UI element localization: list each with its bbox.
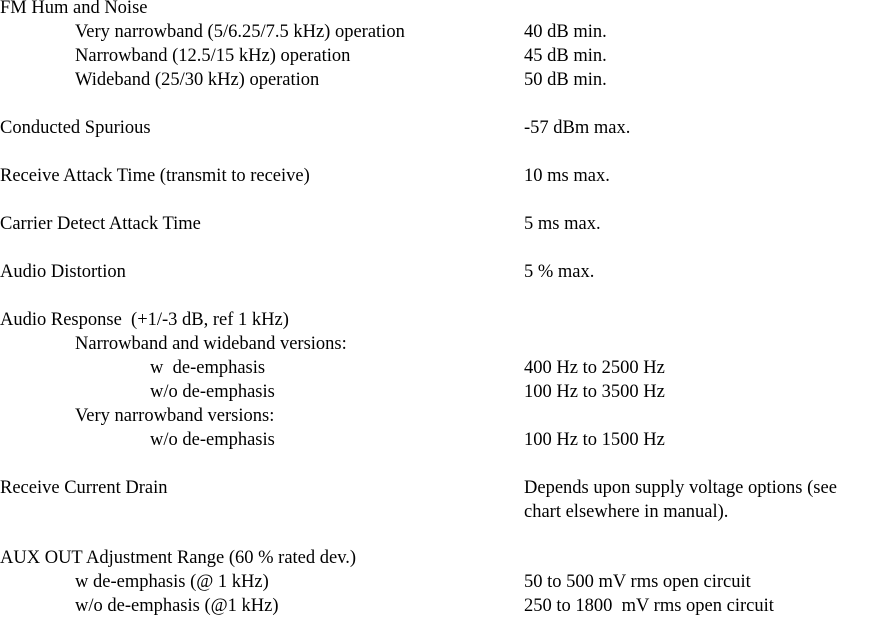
spec-value-receive-current-cont: chart elsewhere in manual). [524,502,729,522]
spec-subheading-narrow-wide: Narrowband and wideband versions: [75,334,347,354]
spec-value-w-deemphasis: 400 Hz to 2500 Hz [524,358,665,378]
spec-value-wideband: 50 dB min. [524,70,607,90]
spec-label-aux-wo-deemphasis: w/o de-emphasis (@1 kHz) [75,596,279,616]
spec-label-aux-w-deemphasis: w de-emphasis (@ 1 kHz) [75,572,269,592]
spec-label-wo-deemphasis: w/o de-emphasis [150,382,275,402]
spec-value-receive-current: Depends upon supply voltage options (see [524,478,837,498]
spec-label-receive-attack-time: Receive Attack Time (transmit to receive) [0,166,310,186]
spec-value-aux-wo-deemphasis: 250 to 1800 mV rms open circuit [524,596,774,616]
spec-label-conducted-spurious: Conducted Spurious [0,118,151,138]
spec-label-narrowband: Narrowband (12.5/15 kHz) operation [75,46,351,66]
spec-value-very-narrowband: 40 dB min. [524,22,607,42]
spec-value-aux-w-deemphasis: 50 to 500 mV rms open circuit [524,572,751,592]
spec-label-receive-current: Receive Current Drain [0,478,168,498]
spec-label-audio-distortion: Audio Distortion [0,262,126,282]
spec-heading-audio-response: Audio Response (+1/-3 dB, ref 1 kHz) [0,310,289,330]
spec-label-vn-wo-deemphasis: w/o de-emphasis [150,430,275,450]
spec-label-very-narrowband: Very narrowband (5/6.25/7.5 kHz) operation [75,22,405,42]
spec-value-audio-distortion: 5 % max. [524,262,595,282]
spec-heading-fm-hum-noise: FM Hum and Noise [0,0,148,18]
spec-label-wideband: Wideband (25/30 kHz) operation [75,70,320,90]
spec-heading-aux-out: AUX OUT Adjustment Range (60 % rated dev.) [0,548,357,568]
spec-label-w-deemphasis: w de-emphasis [150,358,266,378]
spec-value-receive-attack-time: 10 ms max. [524,166,610,186]
spec-value-carrier-detect: 5 ms max. [524,214,601,234]
spec-label-carrier-detect: Carrier Detect Attack Time [0,214,201,234]
spec-value-conducted-spurious: -57 dBm max. [524,118,631,138]
spec-value-wo-deemphasis: 100 Hz to 3500 Hz [524,382,665,402]
spec-subheading-very-narrow: Very narrowband versions: [75,406,275,426]
spec-value-narrowband: 45 dB min. [524,46,607,66]
spec-value-vn-wo-deemphasis: 100 Hz to 1500 Hz [524,430,665,450]
